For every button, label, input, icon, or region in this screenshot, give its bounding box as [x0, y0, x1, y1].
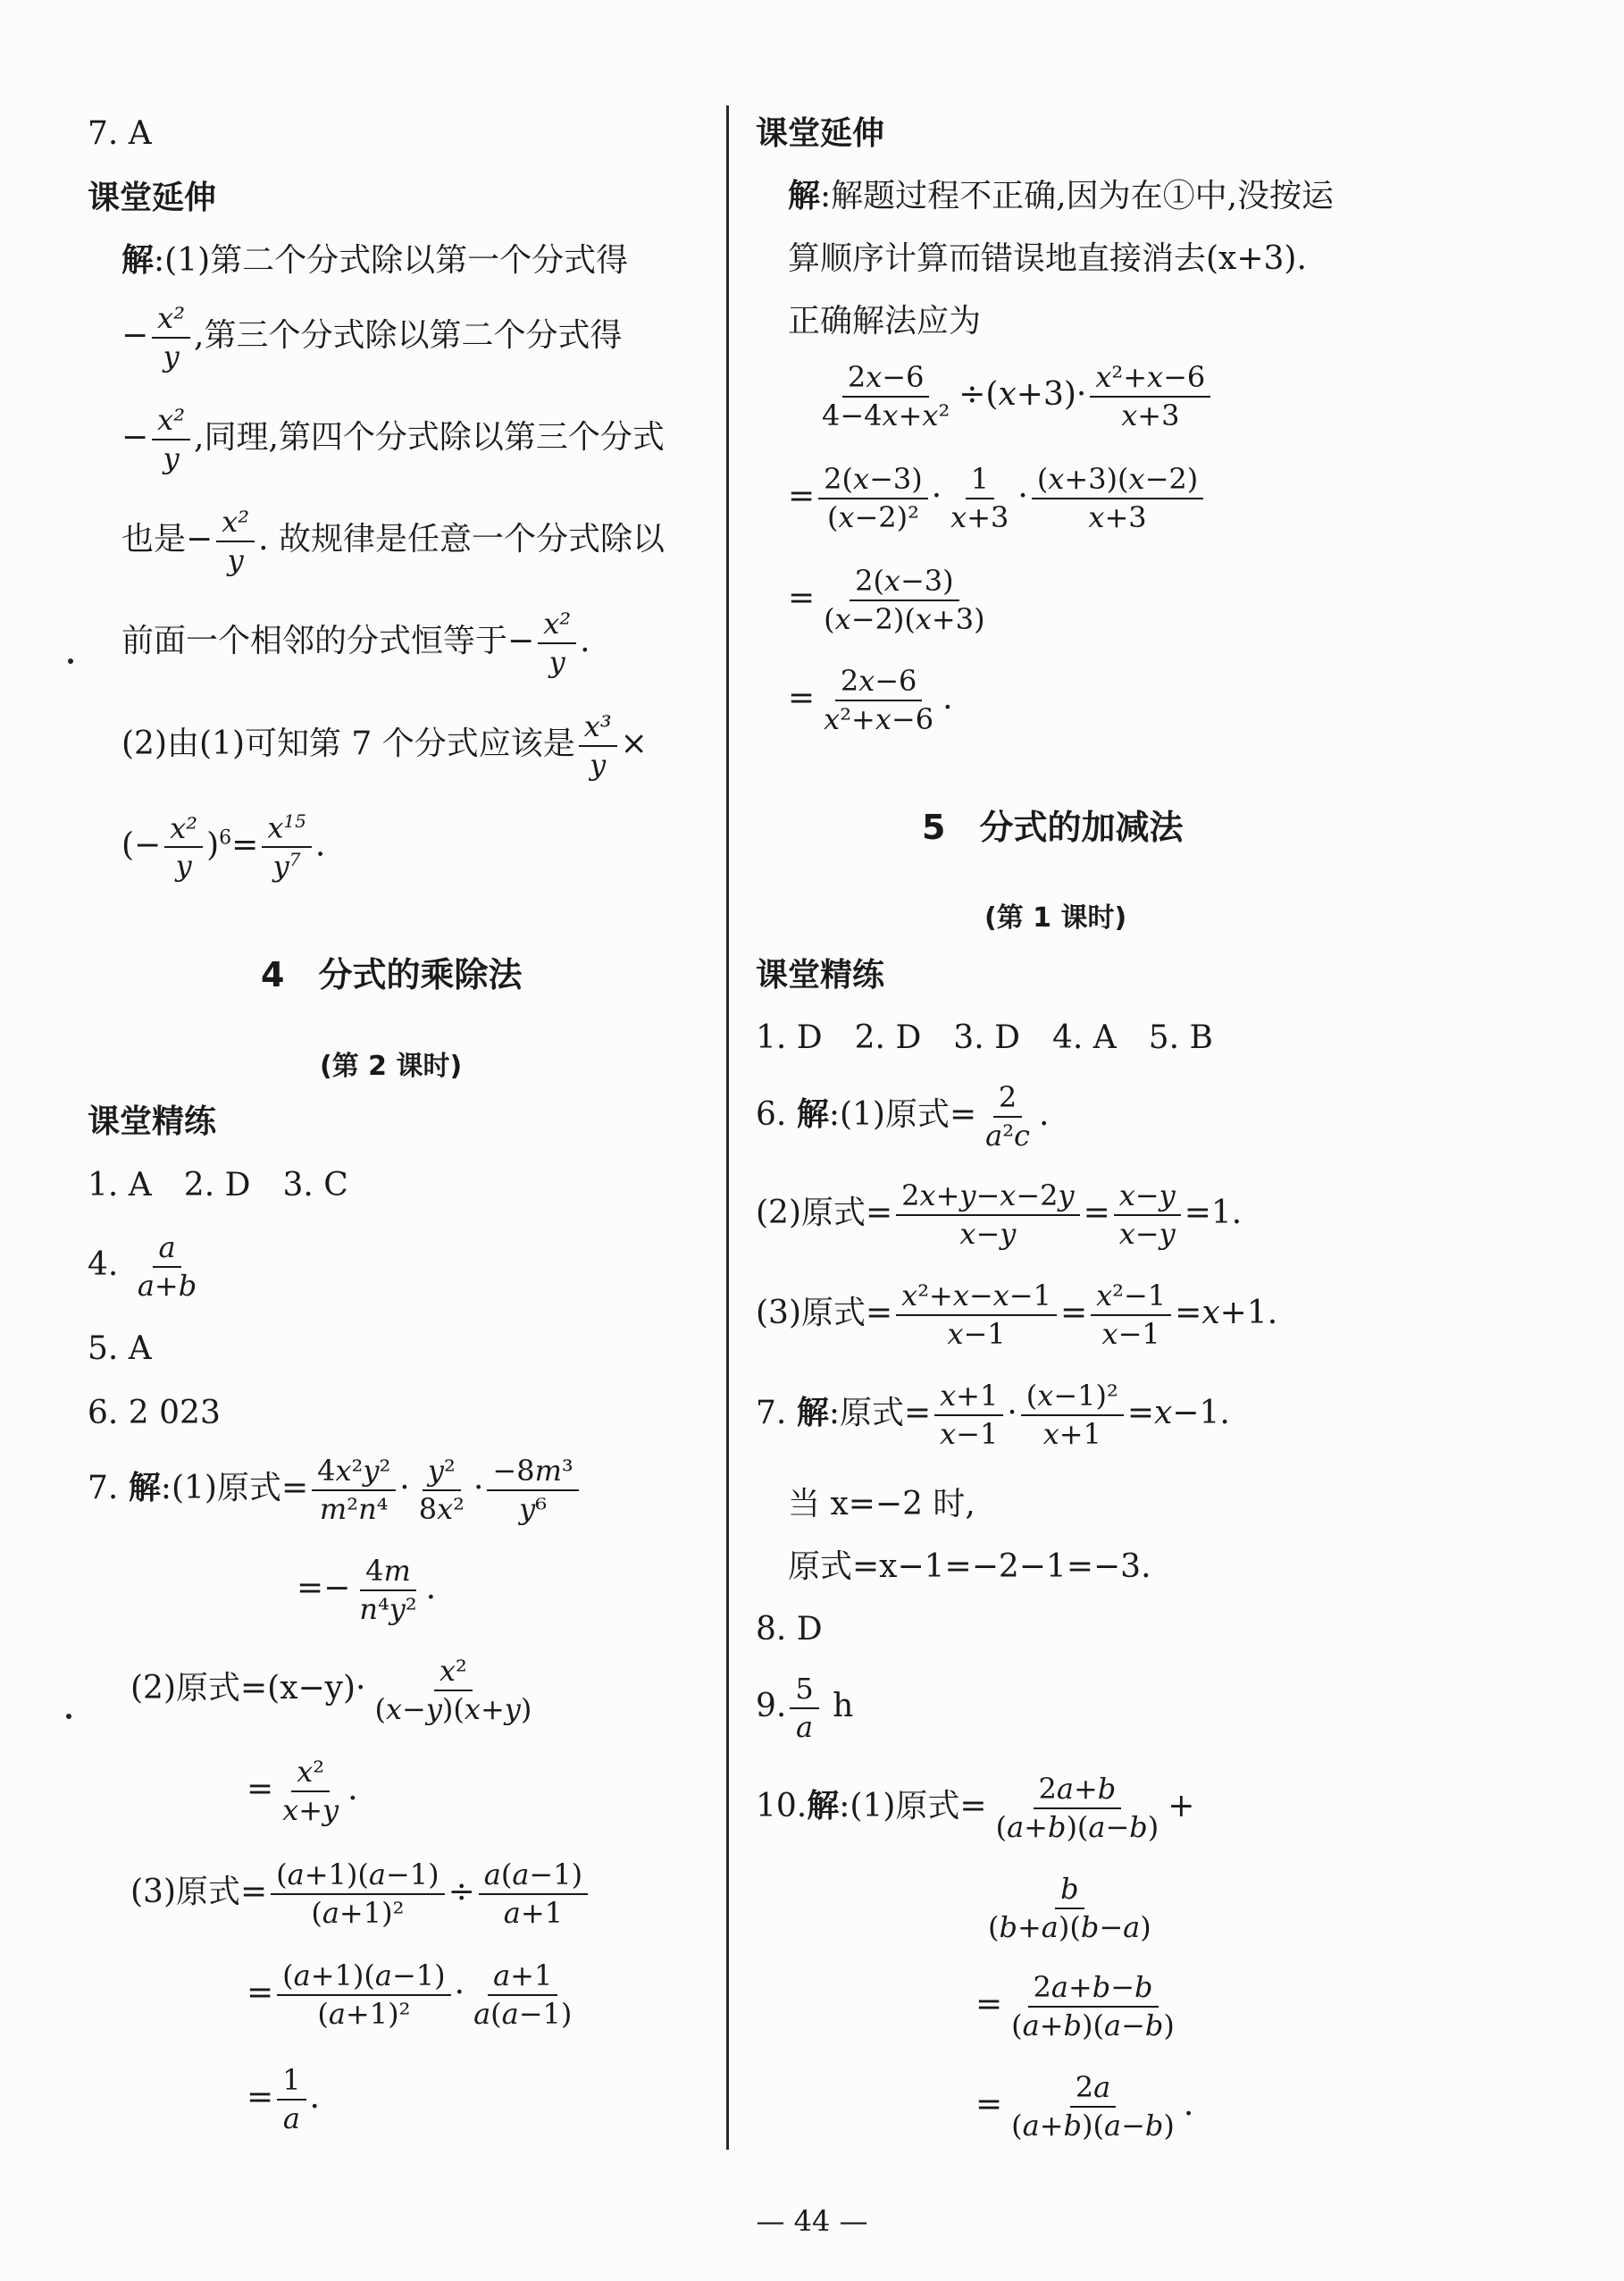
right-text2: 算顺序计算而错误地直接消去(x+3). — [788, 240, 1307, 277]
left-ans-1-3: 1. A 2. D 3. C — [88, 1167, 348, 1203]
right-ans-9: 9. $\frac{5}{a}$ h — [756, 1672, 854, 1744]
left-p1-line4: 也是− $\frac{\text{x²}}{y}$ . 故规律是任意一个分式除以 — [121, 505, 665, 577]
section-4-title: 4 分式的乘除法 — [261, 955, 523, 994]
right-ans-1-5: 1. D 2. D 3. D 4. A 5. B — [756, 1019, 1213, 1056]
right-text3: 正确解法应为 — [788, 303, 982, 340]
right-q6-line1: 6. 解:(1)原式= $\frac{2}{\text{a²c}}$ . — [756, 1080, 1050, 1153]
left-ans-6: 6. 2 023 — [88, 1395, 221, 1431]
right-q6-line3: (3)原式= $\frac{\text{x²+x−x−1}}{x-1}$ = $\frac{\text{x²−1}}{x-1}$ =x+1. — [756, 1279, 1278, 1351]
left-q7-line3: (3)原式= $\frac{(a+1)(a-1)}{\text{(a+1)²}}$ ÷ $\frac{a(a-1)}{a+1}$ — [130, 1858, 591, 1930]
frac-neg-x2-over-y: $\frac{\text{x²}}{y}$ — [152, 302, 190, 373]
right-q10-line1: 10.解:(1)原式= $\frac{2a+b}{(a+b)(a-b)}$ + — [756, 1772, 1195, 1844]
page-number: — 44 — — [756, 2204, 868, 2238]
right-q10-line2: $\frac{b}{(b+a)(b-a)}$ — [988, 1872, 1151, 1944]
lesson-2-label: (第 2 课时) — [320, 1051, 463, 1082]
right-practice-heading: 课堂精练 — [756, 957, 885, 994]
right-q7-result: 原式=x−1=−2−1=−3. — [788, 1548, 1151, 1585]
right-q7-when: 当 x=−2 时, — [788, 1486, 975, 1522]
left-p2-line2: (− $\frac{\text{x²}}{y}$ )$^6$= $\frac{x^{15}}{y^7}$ . — [121, 810, 326, 885]
right-ans-8: 8. D — [756, 1611, 823, 1648]
left-p1-line5: 前面一个相邻的分式恒等于− $\frac{\text{x²}}{y}$ . — [121, 607, 590, 679]
right-q6-line2: (2)原式= $\frac{2x+y-x-2y}{x-y}$ = $\frac{x-y}{x-y}$ =1. — [756, 1178, 1243, 1251]
left-q7-line3-result: = $\frac{1}{a}$ . — [247, 2063, 320, 2135]
right-q10-line3: = $\frac{2a+b-b}{(a+b)(a-b)}$ — [975, 1970, 1175, 2042]
left-p1-line3: − $\frac{\text{x²}}{y}$ ,同理,第四个分式除以第三个分式 — [121, 403, 665, 475]
section-5-title: 5 分式的加减法 — [922, 808, 1184, 847]
right-text1: 解:解题过程不正确,因为在①中,没按运 — [788, 178, 1335, 214]
right-q10-line4: = $\frac{2a}{(a+b)(a-b)}$ . — [975, 2070, 1194, 2143]
left-practice-heading: 课堂精练 — [88, 1103, 217, 1140]
right-q7-line1: 7. 解:原式= $\frac{x+1}{x-1}$ · $\frac{\text{(x−1)²}}{x+1}$ =x−1. — [756, 1379, 1230, 1451]
left-extend-heading: 课堂延伸 — [88, 180, 217, 216]
right-extend-heading: 课堂延伸 — [756, 115, 885, 152]
left-p2-line1: (2)由(1)可知第 7 个分式应该是 $\frac{\text{x³}}{y}$ × — [121, 709, 648, 782]
right-expr3: = $\frac{2(x-3)}{(x-2)(x+3)}$ — [788, 564, 985, 636]
right-expr2: = $\frac{2(x-3)}{\text{(x−2)²}}$ · $\frac{1}{x+3}$ · $\frac{(x+3)(x-2)}{x+3}$ — [788, 463, 1207, 534]
scan-dot — [68, 658, 73, 664]
left-q7-line1: 7. 解:(1)原式= $\frac{\text{4x²y²}}{\text{m²n⁴}}$ · $\frac{\text{y²}}{\text{8x²}}$ · $\frac{\text{−8m³}}{\text{y⁶}}$ — [88, 1455, 582, 1526]
left-q7-answer: 7. A — [88, 115, 152, 152]
left-p1-line2: − $\frac{\text{x²}}{y}$ ,第三个分式除以第二个分式得 — [121, 301, 623, 373]
left-q7-line3-step: = $\frac{(a+1)(a-1)}{\text{(a+1)²}}$ · $\frac{a+1}{a(a-1)}$ — [247, 1958, 573, 2031]
scan-dot — [66, 1714, 71, 1719]
left-ans-4: 4. $\frac{a}{a+b}$ — [88, 1230, 197, 1303]
left-ans-5: 5. A — [88, 1330, 152, 1367]
right-expr4: = $\frac{2x-6}{\text{x²+x−6}}$ . — [788, 664, 953, 736]
left-q7-line1-result: =− $\frac{4m}{\text{n⁴y²}}$ . — [297, 1554, 437, 1626]
column-divider — [726, 105, 729, 2150]
right-expr1: $\frac{2x-6}{\text{4−4x+x²}}$ ÷(x+3)· $\frac{\text{x²+x−6}}{x+3}$ — [813, 361, 1214, 432]
left-p1-line1: 解:(1)第二个分式除以第一个分式得 — [121, 242, 629, 279]
lesson-1-label: (第 1 课时) — [984, 902, 1127, 934]
left-q7-line2-result: = $\frac{\text{x²}}{x+y}$ . — [247, 1755, 358, 1827]
left-q7-line2: (2)原式=(x−y)· $\frac{\text{x²}}{(x-y)(x+y)}$ — [130, 1654, 532, 1726]
